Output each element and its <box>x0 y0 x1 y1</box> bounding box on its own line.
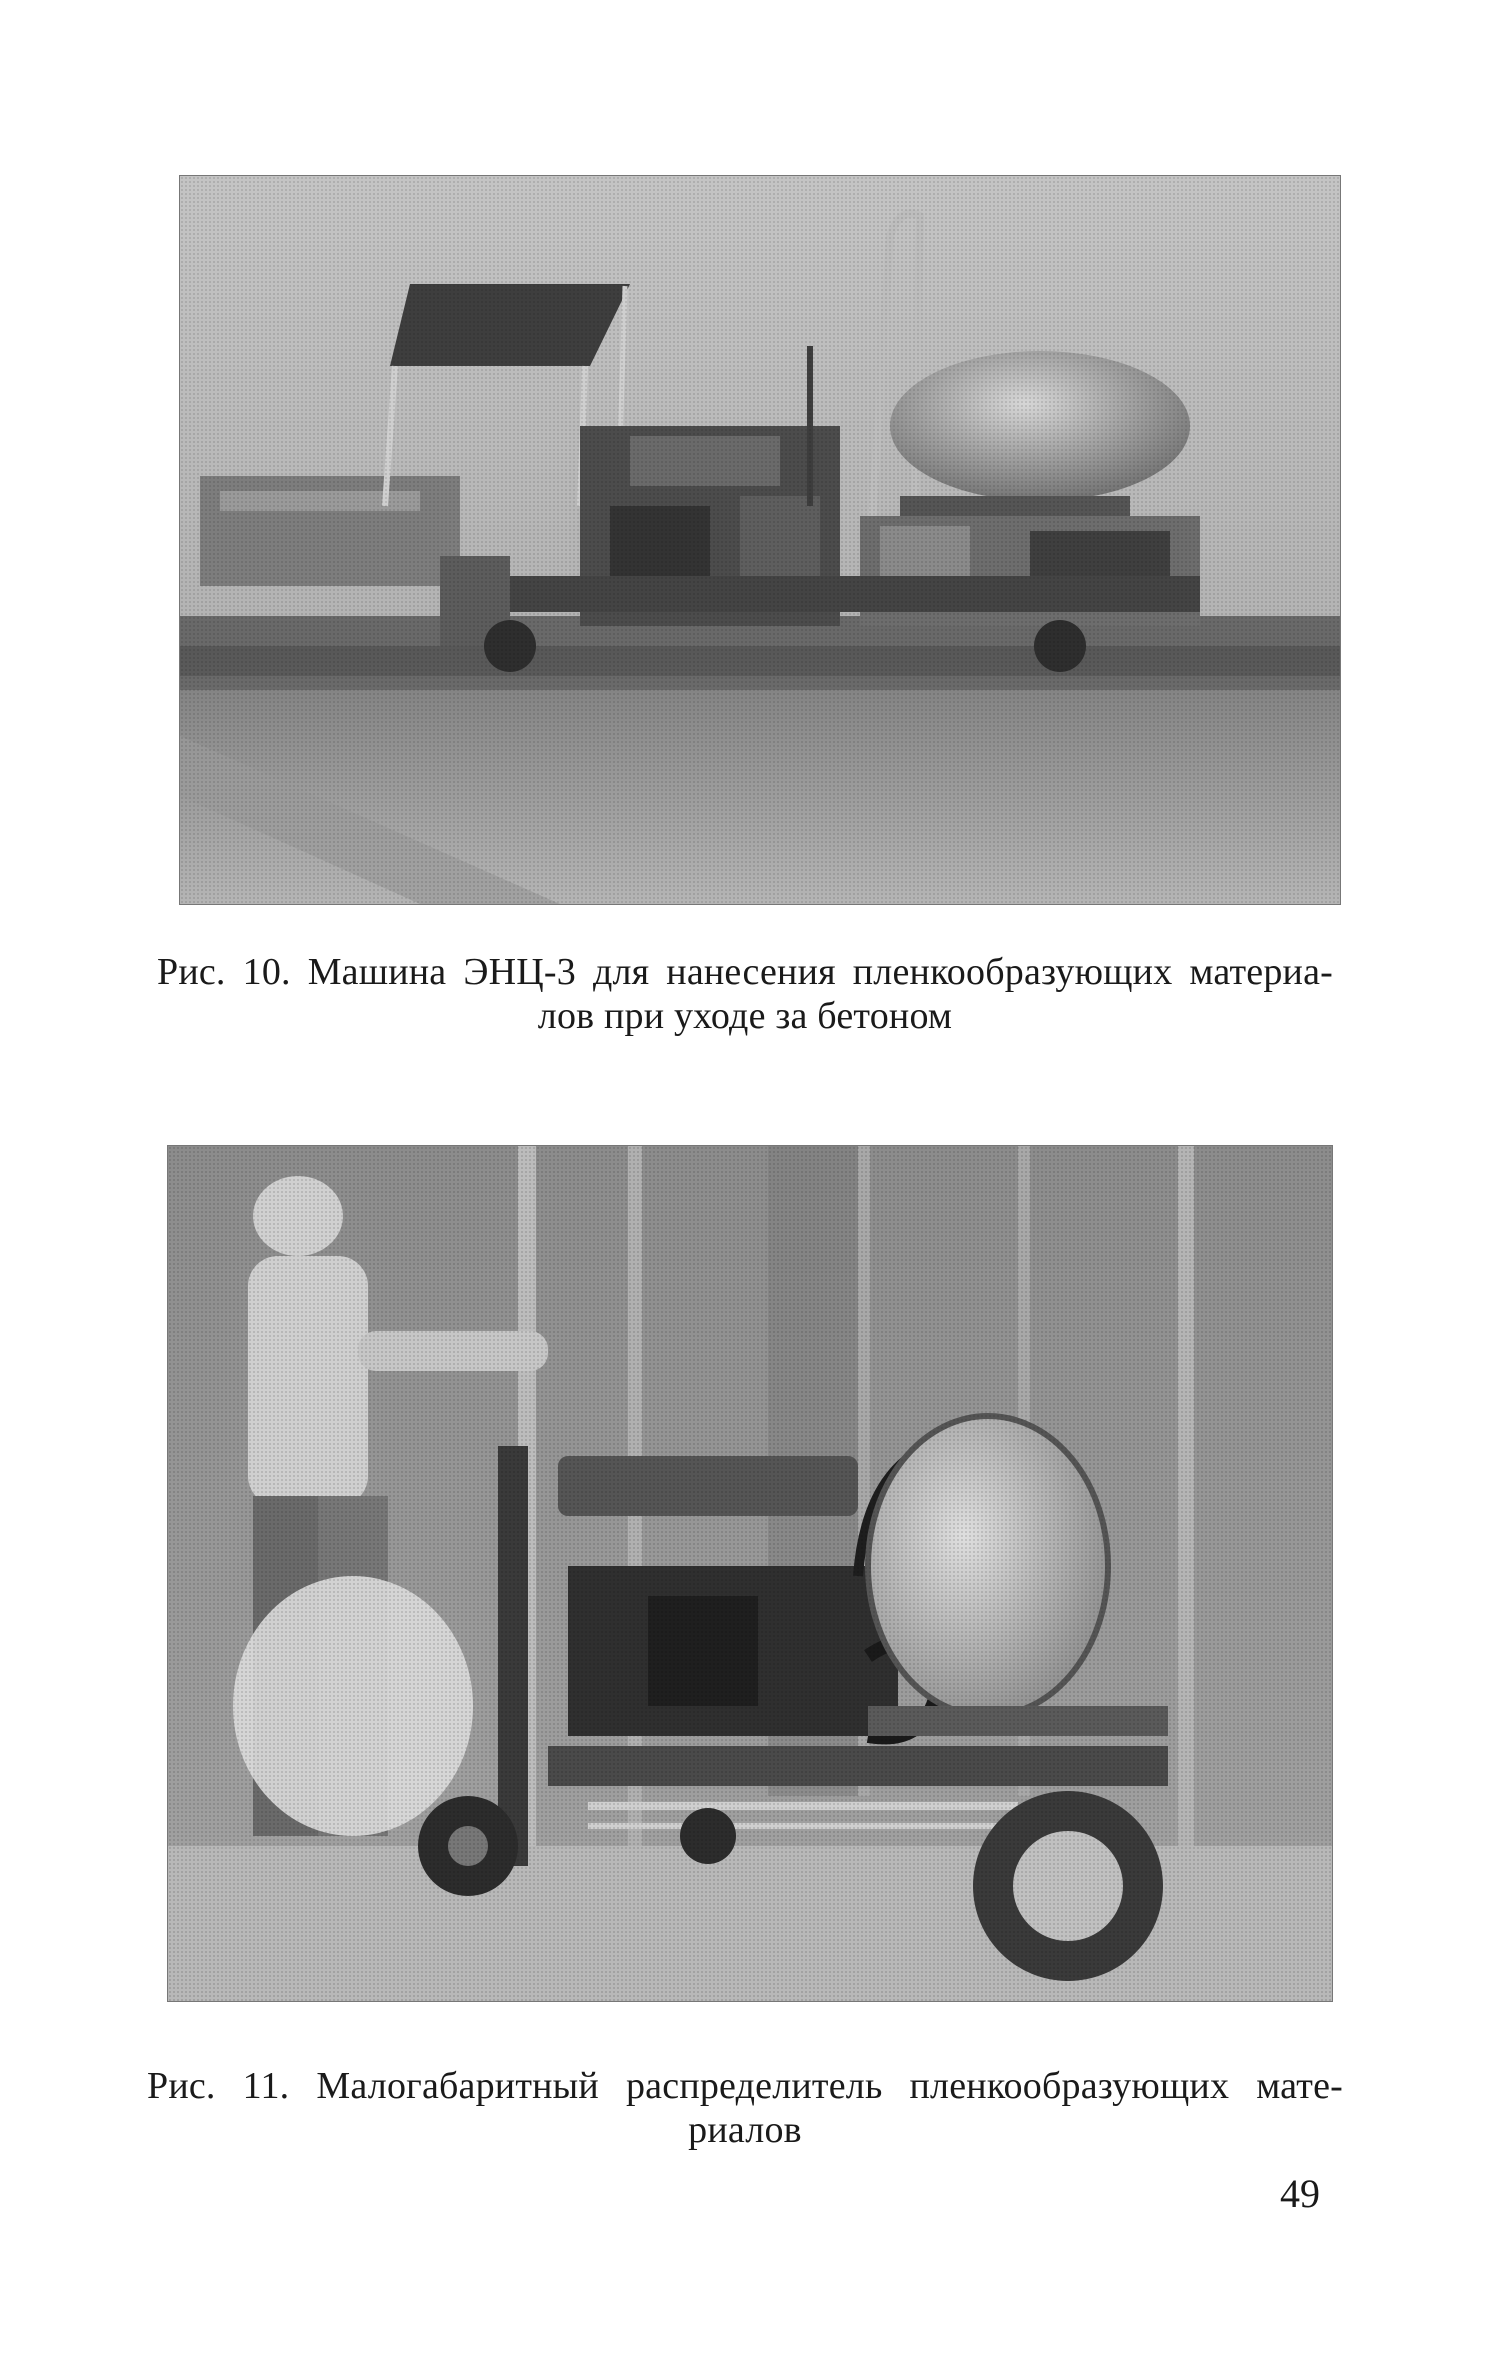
figure-10-caption-line-1: Рис. 10. Машина ЭНЦ-3 для нанесения пленкообразующих материа- <box>157 951 1333 993</box>
figure-11-caption <box>147 2064 1343 2152</box>
figure-10-caption <box>157 950 1333 1038</box>
distributor-photo-illustration <box>168 1146 1332 2001</box>
machine-photo-illustration <box>180 176 1340 904</box>
figure-10-photo <box>180 176 1340 904</box>
figure-11-caption-line-1: Рис. 11. Малогабаритный распределитель пленкообразующих мате- <box>147 2065 1343 2107</box>
page-number: 49 <box>1280 2171 1320 2216</box>
figure-11-caption-line-2: риалов <box>688 2109 802 2151</box>
figure-10-caption-line-2: лов при уходе за бетоном <box>537 995 953 1037</box>
figure-11-photo <box>168 1146 1332 2001</box>
